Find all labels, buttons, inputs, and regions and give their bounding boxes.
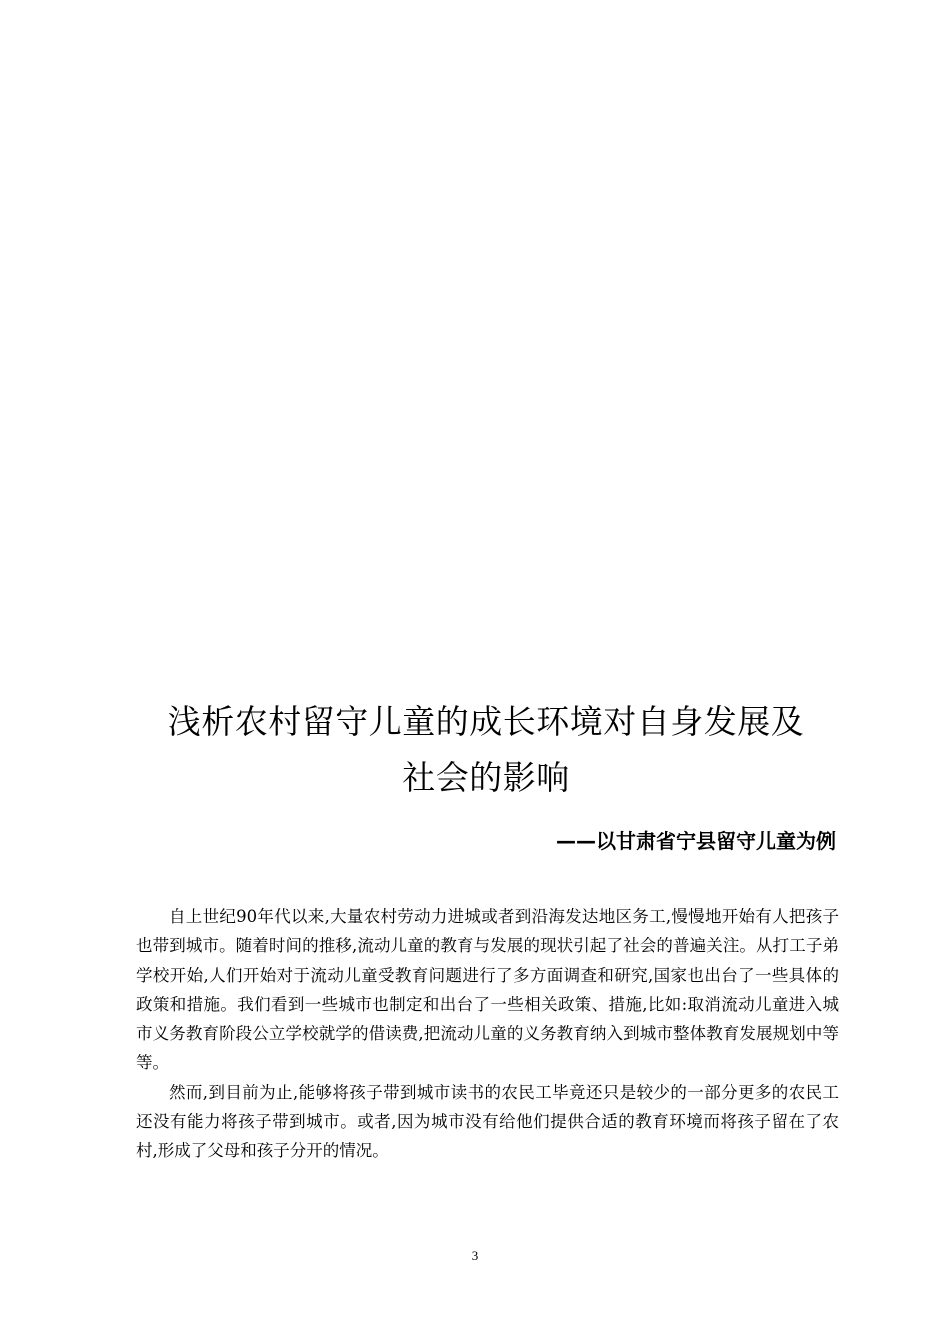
page-number: 3 (471, 1248, 479, 1263)
paragraph-1: 自上世纪90年代以来,大量农村劳动力进城或者到沿海发达地区务工,慢慢地开始有人把孩子也带到城市。随着时间的推移,流动儿童的教育与发展的现状引起了社会的普遍关注。从打工子弟学校开始,人们开始对于流动儿童受教育问题进行了多方面调查和研究,国家也出台了一些具体的政策和措施。我们看到一些城市也制定和出台了一些相关政策、措施,比如:取消流动儿童进入城市义务教育阶段公立学校就学的借读费,把流动儿童的义务教育纳入到城市整体教育发展规划中等等。 (136, 907, 839, 1073)
title-line-2: 社会的影响 (402, 758, 570, 797)
document-subtitle: ——以甘肃省宁县留守儿童为例 (556, 829, 836, 853)
body-text (136, 902, 839, 1166)
paragraph-2: 然而,到目前为止,能够将孩子带到城市读书的农民工毕竟还只是较少的一部分更多的农民工还没有能力将孩子带到城市。或者,因为城市没有给他们提供合适的教育环境而将孩子留在了农村,形成了父母和孩子分开的情况。 (136, 1082, 839, 1161)
title-line-1: 浅析农村留守儿童的成长环境对自身发展及 (167, 702, 805, 741)
document-title (136, 694, 836, 806)
